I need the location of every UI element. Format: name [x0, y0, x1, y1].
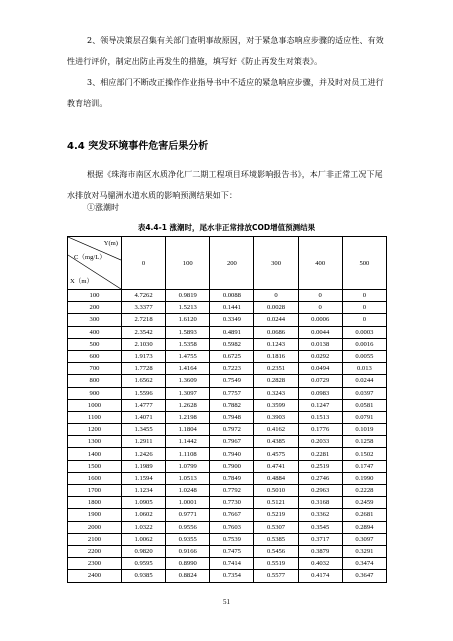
table-row	[68, 497, 387, 509]
table-cell: 0.4884	[254, 472, 298, 484]
row-header-x: 1100	[68, 411, 122, 423]
table-row	[68, 521, 387, 533]
table-cell: 1.2628	[166, 399, 210, 411]
table-cell: 0.7792	[210, 485, 254, 497]
table-cell: 1.1989	[122, 460, 166, 472]
table-cell: 1.9173	[122, 350, 166, 362]
corner-label-y: Y(m)	[103, 240, 118, 247]
table-row	[68, 411, 387, 423]
table-cell: 1.0799	[166, 460, 210, 472]
table-cell: 0.0397	[342, 387, 386, 399]
table-cell: 0.4162	[254, 424, 298, 436]
table-cell: 0.0494	[298, 363, 342, 375]
table-cell: 0.3599	[254, 399, 298, 411]
table-cell: 0.5121	[254, 497, 298, 509]
table-row	[68, 460, 387, 472]
table-cell: 0.2963	[298, 485, 342, 497]
table-row	[68, 509, 387, 521]
table-cell: 0.2746	[298, 472, 342, 484]
row-header-x: 2200	[68, 545, 122, 557]
column-header: 0	[122, 237, 166, 290]
table-cell: 0	[342, 290, 386, 302]
row-header-x: 1200	[68, 424, 122, 436]
table-cell: 0.7948	[210, 411, 254, 423]
table-cell: 1.5893	[166, 326, 210, 338]
table-cell: 0.3291	[342, 545, 386, 557]
table-cell: 1.2426	[122, 448, 166, 460]
table-cell: 0.7757	[210, 387, 254, 399]
table-caption: 表4.4-1 涨潮时，尾水非正常排放COD增值预测结果	[137, 223, 316, 232]
table-cell: 0	[342, 302, 386, 314]
table-cell: 0.0044	[298, 326, 342, 338]
table-cell: 0.0055	[342, 350, 386, 362]
table-cell: 0.3362	[298, 509, 342, 521]
row-header-x: 1400	[68, 448, 122, 460]
table-cell: 0.4385	[254, 436, 298, 448]
section-heading: 4.4 突发环境事件危害后果分析	[67, 141, 209, 152]
table-row	[68, 363, 387, 375]
row-header-x: 2400	[68, 570, 122, 582]
table-cell: 0.7730	[210, 497, 254, 509]
table-cell: 0.3243	[254, 387, 298, 399]
paragraph-decision-review: 2、领导决策层召集有关部门查明事故原因，对于紧急事态响应步骤的适应性、有效性进行评价，制定出防止再发生的措施，填写好《防止再发生对策表》。	[67, 36, 384, 66]
table-cell: 0.7849	[210, 472, 254, 484]
table-cell: 0.3903	[254, 411, 298, 423]
table-cell: 0.0006	[298, 314, 342, 326]
table-cell: 0.0138	[298, 338, 342, 350]
table-cell: 0.9819	[166, 290, 210, 302]
table-cell: 0.0686	[254, 326, 298, 338]
corner-label-c: C（mg/L）	[74, 254, 106, 261]
table-cell: 0.2519	[298, 460, 342, 472]
table-cell: 0.7549	[210, 375, 254, 387]
table-cell: 0.3647	[342, 570, 386, 582]
table-cell: 0.2459	[342, 497, 386, 509]
table-row	[68, 545, 387, 557]
table-row	[68, 485, 387, 497]
row-header-x: 1000	[68, 399, 122, 411]
table-cell: 1.0905	[122, 497, 166, 509]
table-cell: 0.0028	[254, 302, 298, 314]
table-cell: 0.1990	[342, 472, 386, 484]
table-cell: 0.2681	[342, 509, 386, 521]
table-cell: 0.4741	[254, 460, 298, 472]
table-cell: 0.8824	[166, 570, 210, 582]
table-cell: 1.7728	[122, 363, 166, 375]
row-header-x: 400	[68, 326, 122, 338]
table-cell: 0.9595	[122, 558, 166, 570]
paragraph-prediction-intro: 根据《珠海市南区水质净化厂二期工程项目环境影响报告书》，本厂非正常工况下尾水排放对马骝洲水道水质的影响预测结果如下：	[67, 170, 383, 200]
table-cell: 0.0292	[298, 350, 342, 362]
table-cell: 1.0322	[122, 521, 166, 533]
table-corner-cell	[68, 237, 122, 290]
column-header: 400	[298, 237, 342, 290]
column-header: 200	[210, 237, 254, 290]
table-cell: 0.0003	[342, 326, 386, 338]
table-cell: 1.0602	[122, 509, 166, 521]
table-cell: 0.7223	[210, 363, 254, 375]
table-cell: 0.9355	[166, 533, 210, 545]
table-cell: 1.3455	[122, 424, 166, 436]
table-row	[68, 387, 387, 399]
table-cell: 0.2033	[298, 436, 342, 448]
table-cell: 0.3474	[342, 558, 386, 570]
table-cell: 0.2894	[342, 521, 386, 533]
table-cell: 1.3097	[166, 387, 210, 399]
table-row	[68, 472, 387, 484]
table-cell: 0.4174	[298, 570, 342, 582]
row-header-x: 2100	[68, 533, 122, 545]
table-row	[68, 302, 387, 314]
table-header-row	[68, 237, 387, 290]
table-cell: 0.3097	[342, 533, 386, 545]
row-header-x: 2300	[68, 558, 122, 570]
table-cell: 1.1594	[122, 472, 166, 484]
table-row	[68, 436, 387, 448]
row-header-x: 1900	[68, 509, 122, 521]
table-cell: 0.1019	[342, 424, 386, 436]
table-cell: 0.7414	[210, 558, 254, 570]
table-cell: 0.0581	[342, 399, 386, 411]
table-cell: 0.5385	[254, 533, 298, 545]
table-row	[68, 314, 387, 326]
table-cell: 0.3717	[298, 533, 342, 545]
table-cell: 1.0513	[166, 472, 210, 484]
table-cell: 0.0983	[298, 387, 342, 399]
table-cell: 0.5519	[254, 558, 298, 570]
table-cell: 1.2911	[122, 436, 166, 448]
table-cell: 1.5358	[166, 338, 210, 350]
table-cell: 0.9166	[166, 545, 210, 557]
table-cell: 0.0088	[210, 290, 254, 302]
row-header-x: 1600	[68, 472, 122, 484]
table-cell: 0.5010	[254, 485, 298, 497]
row-header-x: 1500	[68, 460, 122, 472]
table-cell: 0.0016	[342, 338, 386, 350]
row-header-x: 1700	[68, 485, 122, 497]
table-cell: 0.3879	[298, 545, 342, 557]
table-cell: 0.7539	[210, 533, 254, 545]
subsection-label: ①涨潮时	[87, 203, 119, 212]
table-cell: 0.6725	[210, 350, 254, 362]
table-cell: 4.7262	[122, 290, 166, 302]
table-cell: 0.5577	[254, 570, 298, 582]
table-body	[68, 290, 387, 583]
row-header-x: 100	[68, 290, 122, 302]
column-header: 500	[342, 237, 386, 290]
table-cell: 0.7667	[210, 509, 254, 521]
table-cell: 0.1513	[298, 411, 342, 423]
table-cell: 0	[298, 302, 342, 314]
row-header-x: 700	[68, 363, 122, 375]
row-header-x: 800	[68, 375, 122, 387]
table-cell: 0.5219	[254, 509, 298, 521]
table-cell: 1.5596	[122, 387, 166, 399]
table-cell: 0	[254, 290, 298, 302]
table-cell: 0.1243	[254, 338, 298, 350]
row-header-x: 600	[68, 350, 122, 362]
page-number: 51	[223, 598, 230, 606]
table-cell: 0.7940	[210, 448, 254, 460]
table-cell: 0.7967	[210, 436, 254, 448]
table-cell: 0.4891	[210, 326, 254, 338]
table-cell: 1.4755	[166, 350, 210, 362]
row-header-x: 2000	[68, 521, 122, 533]
table-cell: 0.2228	[342, 485, 386, 497]
table-cell: 0.1816	[254, 350, 298, 362]
table-row	[68, 558, 387, 570]
table-cell: 0.013	[342, 363, 386, 375]
table-cell: 0.1502	[342, 448, 386, 460]
table-row	[68, 570, 387, 582]
table-cell: 1.0062	[122, 533, 166, 545]
table-cell: 0.9820	[122, 545, 166, 557]
table-cell: 1.4164	[166, 363, 210, 375]
table-row	[68, 424, 387, 436]
table-cell: 0.1247	[298, 399, 342, 411]
table-cell: 0.1441	[210, 302, 254, 314]
table-row	[68, 290, 387, 302]
table-row	[68, 533, 387, 545]
table-cell: 0.0791	[342, 411, 386, 423]
row-header-x: 500	[68, 338, 122, 350]
row-header-x: 200	[68, 302, 122, 314]
table-row	[68, 375, 387, 387]
table-cell: 0.7475	[210, 545, 254, 557]
table-cell: 0.9556	[166, 521, 210, 533]
table-cell: 0.4032	[298, 558, 342, 570]
table-cell: 3.3377	[122, 302, 166, 314]
table-cell: 0.7900	[210, 460, 254, 472]
table-cell: 1.4777	[122, 399, 166, 411]
table-cell: 0.2281	[298, 448, 342, 460]
table-cell: 1.0248	[166, 485, 210, 497]
table-cell: 2.1030	[122, 338, 166, 350]
table-cell: 0.3349	[210, 314, 254, 326]
table-cell: 0.7972	[210, 424, 254, 436]
table-cell: 1.2198	[166, 411, 210, 423]
corner-label-x: X（m）	[70, 278, 94, 285]
table-cell: 0	[298, 290, 342, 302]
table-cell: 2.7218	[122, 314, 166, 326]
table-cell: 0.3545	[298, 521, 342, 533]
table-cell: 1.1804	[166, 424, 210, 436]
table-cell: 2.3542	[122, 326, 166, 338]
table-row	[68, 399, 387, 411]
table-cell: 1.1108	[166, 448, 210, 460]
table-cell: 0.9385	[122, 570, 166, 582]
cod-prediction-table	[67, 236, 387, 583]
table-cell: 1.6562	[122, 375, 166, 387]
table-row	[68, 326, 387, 338]
paragraph-procedure-update: 3、相应部门不断改正操作作业指导书中不适应的紧急响应步骤，并及时对员工进行教育培训。	[67, 78, 384, 108]
table-cell: 0.5982	[210, 338, 254, 350]
table-cell: 0.1776	[298, 424, 342, 436]
table-cell: 0.7882	[210, 399, 254, 411]
table-cell: 0.1747	[342, 460, 386, 472]
table-row	[68, 448, 387, 460]
table-cell: 1.4071	[122, 411, 166, 423]
table-cell: 1.1442	[166, 436, 210, 448]
table-cell: 0.0729	[298, 375, 342, 387]
table-cell: 0.0244	[342, 375, 386, 387]
table-cell: 0.0244	[254, 314, 298, 326]
table-cell: 0.7354	[210, 570, 254, 582]
table-cell: 0.3168	[298, 497, 342, 509]
table-cell: 0.5456	[254, 545, 298, 557]
table-cell: 1.3609	[166, 375, 210, 387]
table-cell: 0.1258	[342, 436, 386, 448]
table-cell: 0.9771	[166, 509, 210, 521]
table-cell: 0.5307	[254, 521, 298, 533]
row-header-x: 1800	[68, 497, 122, 509]
column-header: 300	[254, 237, 298, 290]
table-cell: 0.7603	[210, 521, 254, 533]
table-cell: 1.1234	[122, 485, 166, 497]
table-cell: 0.8990	[166, 558, 210, 570]
table-cell: 0.2351	[254, 363, 298, 375]
row-header-x: 1300	[68, 436, 122, 448]
row-header-x: 300	[68, 314, 122, 326]
table-cell: 0	[342, 314, 386, 326]
table-row	[68, 350, 387, 362]
row-header-x: 900	[68, 387, 122, 399]
table-row	[68, 338, 387, 350]
table-cell: 1.5213	[166, 302, 210, 314]
table-cell: 0.4575	[254, 448, 298, 460]
table-cell: 0.2828	[254, 375, 298, 387]
column-header: 100	[166, 237, 210, 290]
table-cell: 1.0001	[166, 497, 210, 509]
table-cell: 1.6120	[166, 314, 210, 326]
